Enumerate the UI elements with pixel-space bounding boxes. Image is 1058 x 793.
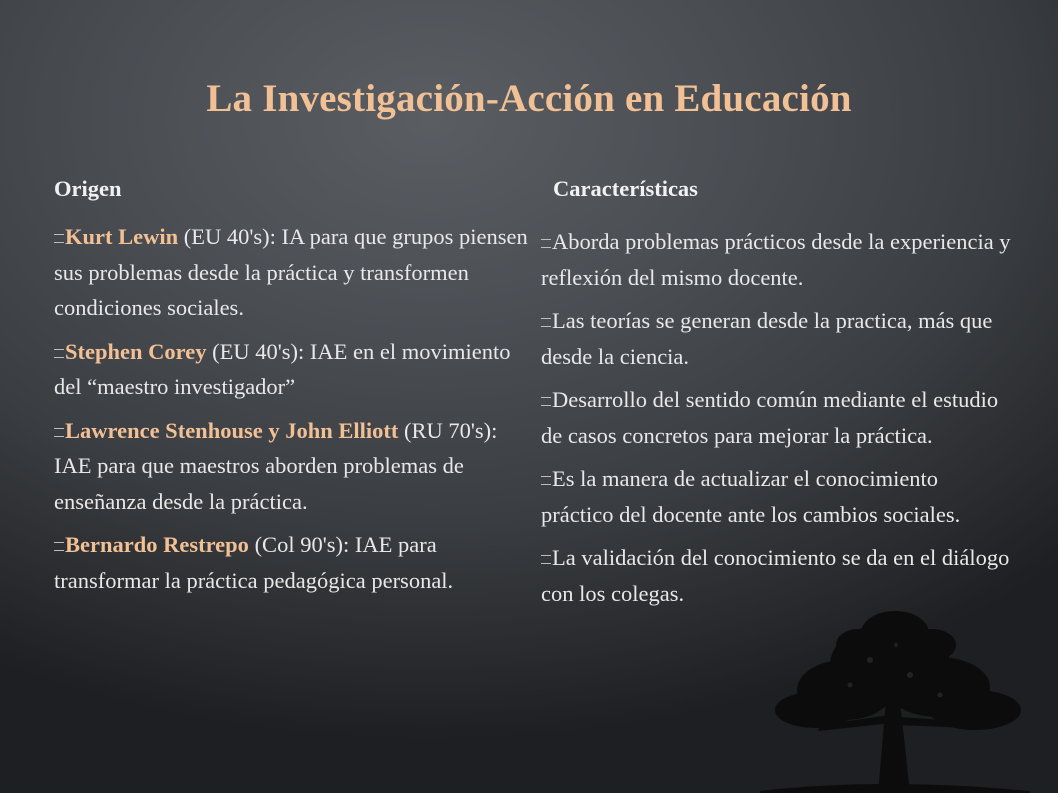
origen-item-text: (RU 70's): IAE para que maestros aborden problemas de enseñanza desde la práctica. <box>54 417 498 514</box>
caracteristica-item <box>541 382 1011 453</box>
caracteristica-item <box>541 224 1011 295</box>
origen-item <box>54 219 529 326</box>
person-name: Bernardo Restrepo <box>65 532 249 557</box>
bullet-icon <box>541 318 551 327</box>
origen-item <box>54 334 529 405</box>
bullet-icon <box>54 542 64 551</box>
slide-title: La Investigación-Acción en Educación <box>206 77 852 120</box>
caracteristica-text: Desarrollo del sentido común mediante el estudio de casos concretos para mejorar la práctica. <box>541 387 999 448</box>
bullet-icon <box>54 234 64 243</box>
caracteristica-text: Aborda problemas prácticos desde la experiencia y reflexión del mismo docente. <box>541 229 1011 290</box>
caracteristica-text: Es la manera de actualizar el conocimiento práctico del docente ante los cambios sociales. <box>541 466 961 527</box>
person-name: Lawrence Stenhouse y John Elliott <box>65 417 399 443</box>
bullet-icon <box>54 349 64 358</box>
origen-heading: Origen <box>54 176 122 201</box>
caracteristica-item <box>541 461 1011 532</box>
caracteristica-text: La validación del conocimiento se da en el diálogo con los colegas. <box>541 545 1010 606</box>
bullet-icon <box>541 476 551 485</box>
origen-item-text: (Col 90's): IAE para transformar la práctica pedagógica personal. <box>54 532 454 593</box>
bullet-icon <box>541 555 551 564</box>
person-name: Kurt Lewin <box>65 224 179 249</box>
bullet-icon <box>54 428 64 437</box>
origen-item <box>54 413 529 520</box>
caracteristica-item <box>541 303 1011 374</box>
origen-column <box>54 172 529 606</box>
bullet-icon <box>541 239 551 248</box>
origen-item-text: (EU 40's): IAE en el movimiento del “maestro investigador” <box>54 338 511 399</box>
caracteristicas-heading: Características <box>553 176 698 201</box>
caracteristica-text: Las teorías se generan desde la practica, más que desde la ciencia. <box>541 308 993 369</box>
person-name: Stephen Corey <box>65 338 207 364</box>
bullet-icon <box>541 397 551 406</box>
origen-item-text: (EU 40's): IA para que grupos piensen sus problemas desde la práctica y transformen condiciones sociales. <box>54 224 528 320</box>
caracteristicas-column <box>541 172 1011 619</box>
caracteristica-item <box>541 540 1011 611</box>
origen-item <box>54 527 529 598</box>
tree-silhouette-icon <box>700 605 1058 793</box>
